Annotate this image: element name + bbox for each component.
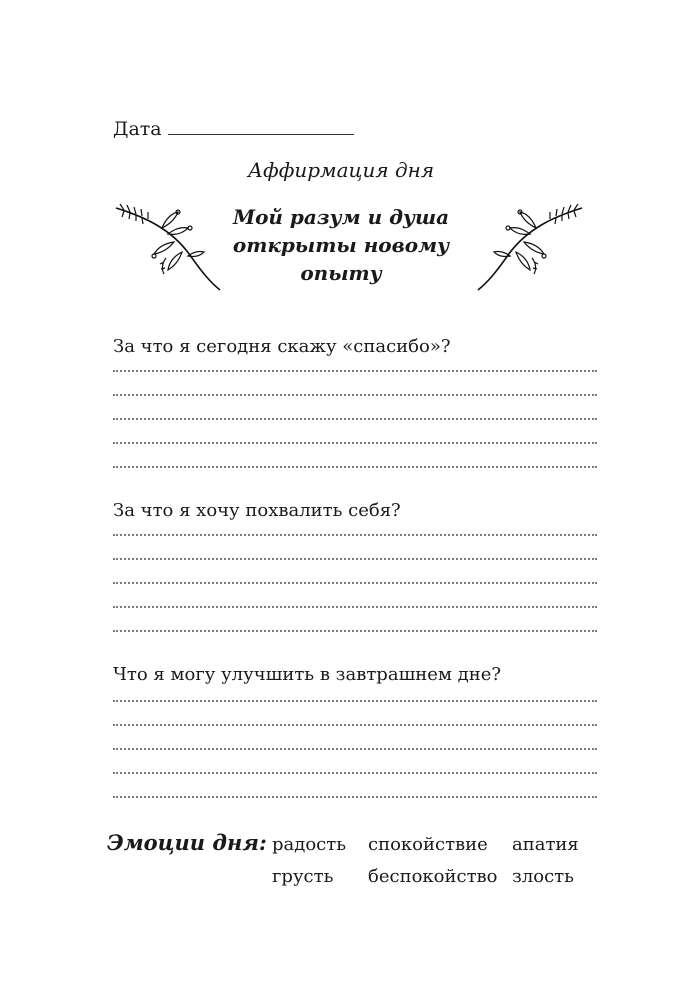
- answer-line[interactable]: [113, 582, 597, 584]
- date-field[interactable]: [168, 118, 354, 135]
- answer-line[interactable]: [113, 772, 597, 774]
- emotion-option[interactable]: злость: [512, 866, 574, 887]
- answer-line[interactable]: [113, 630, 597, 632]
- emotion-option[interactable]: беспокойство: [368, 866, 498, 887]
- answer-line[interactable]: [113, 558, 597, 560]
- question-self-praise: За что я хочу похвалить себя?: [113, 500, 401, 521]
- answer-line[interactable]: [113, 724, 597, 726]
- emotion-option[interactable]: грусть: [272, 866, 334, 887]
- answer-line[interactable]: [113, 442, 597, 444]
- answer-line[interactable]: [113, 394, 597, 396]
- answer-line[interactable]: [113, 466, 597, 468]
- date-row: [113, 118, 354, 140]
- date-label: Дата: [113, 118, 162, 140]
- answer-line[interactable]: [113, 534, 597, 536]
- answer-line[interactable]: [113, 370, 597, 372]
- emotions-label: Эмоции дня:: [107, 830, 267, 855]
- answer-line[interactable]: [113, 606, 597, 608]
- question-improve-tomorrow: Что я могу улучшить в завтрашнем дне?: [113, 664, 502, 685]
- affirmation-text: Мой разум и душа открыты новому опыту: [232, 205, 450, 285]
- emotion-option[interactable]: спокойствие: [368, 834, 488, 855]
- answer-line[interactable]: [113, 796, 597, 798]
- question-gratitude: За что я сегодня скажу «спасибо»?: [113, 336, 451, 357]
- emotion-option[interactable]: радость: [272, 834, 347, 855]
- floral-sprig-right-icon: [474, 198, 586, 294]
- answer-line[interactable]: [113, 748, 597, 750]
- answer-line[interactable]: [113, 700, 597, 702]
- floral-sprig-left-icon: [112, 198, 224, 294]
- affirmation-title: Аффирмация дня: [247, 158, 435, 182]
- answer-line[interactable]: [113, 418, 597, 420]
- emotion-option[interactable]: апатия: [512, 834, 579, 855]
